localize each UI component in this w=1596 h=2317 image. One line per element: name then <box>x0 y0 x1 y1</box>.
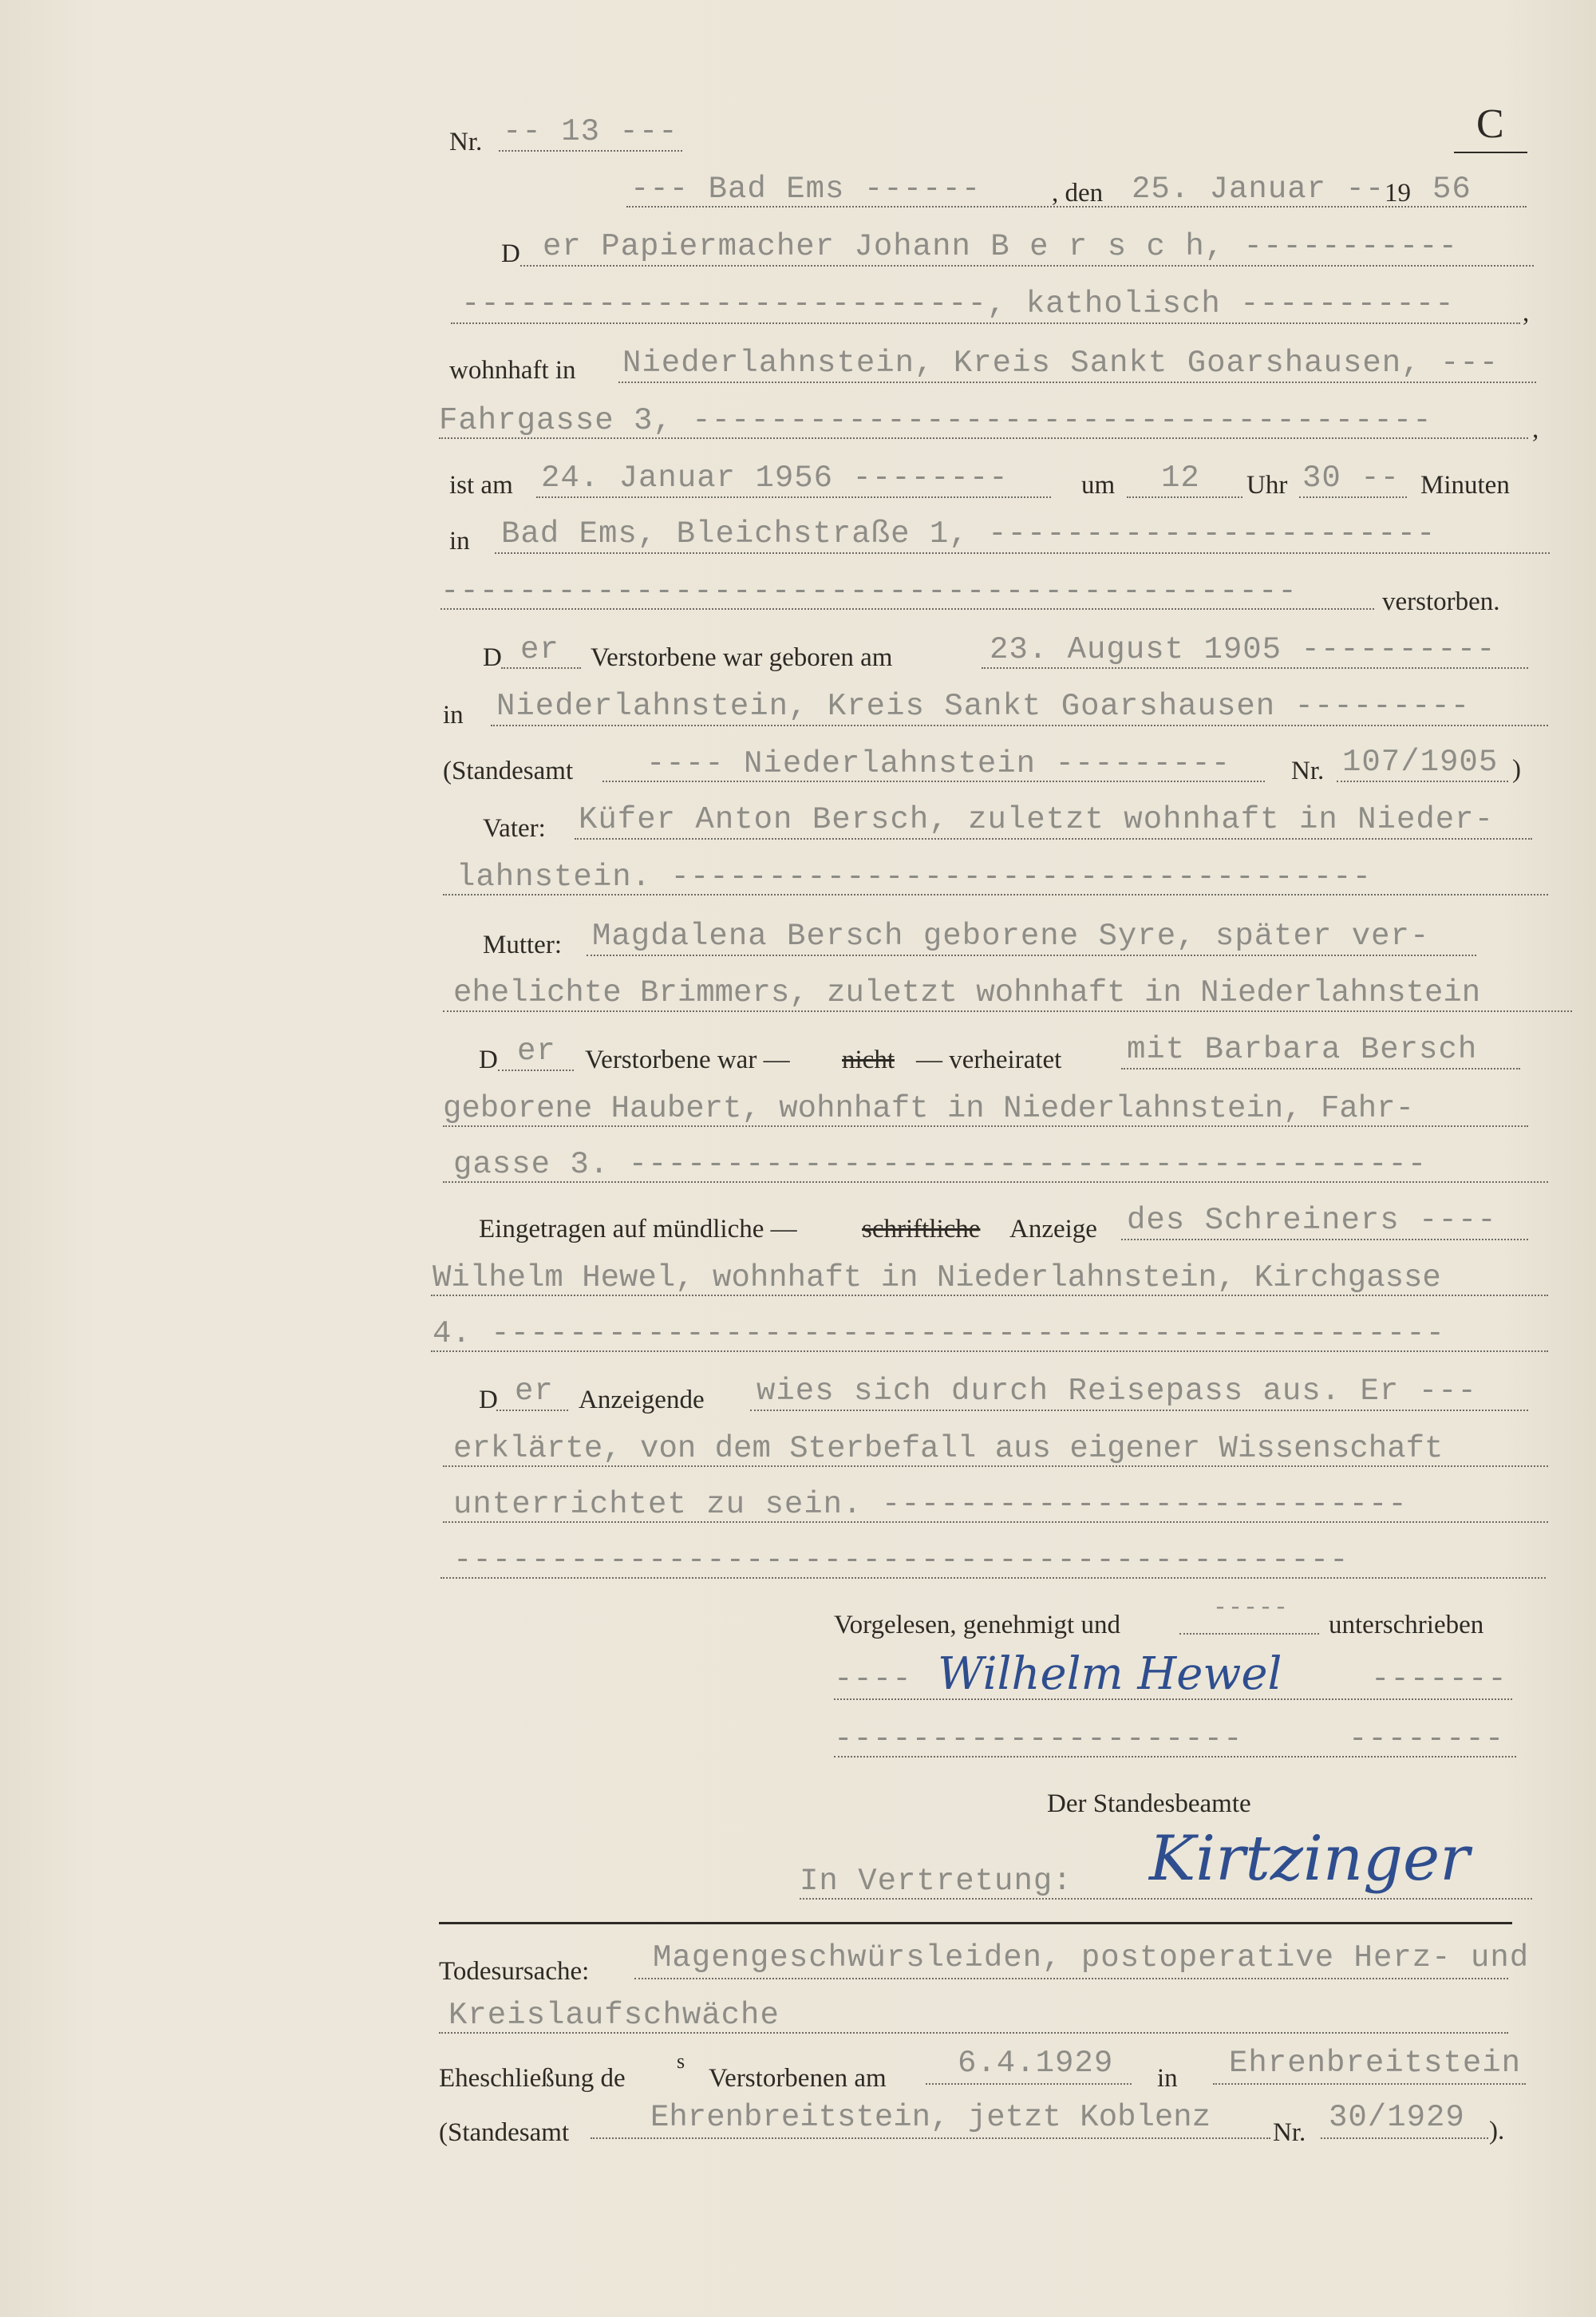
registration-label-a: Eingetragen auf mündliche — <box>479 1215 797 1244</box>
identification-1-dotline <box>750 1410 1528 1411</box>
in-label-1: in <box>449 527 470 556</box>
death-place-dotline <box>495 552 1550 554</box>
identification-text-3: unterrichtet zu sein. --------------------------- <box>453 1487 1408 1522</box>
um-label: um <box>1081 471 1116 500</box>
wohnhaft-2-dotline <box>439 437 1528 439</box>
spouse-2-dotline <box>443 1125 1528 1127</box>
ist-am-label: ist am <box>449 471 513 500</box>
birth-date: 23. August 1905 ---------- <box>990 632 1496 667</box>
wohnhaft-label: wohnhaft in <box>449 356 576 385</box>
informant-value: des Schreiners ---- <box>1127 1203 1497 1238</box>
death-date-dotline <box>536 496 1051 498</box>
mutter-label: Mutter: <box>483 931 562 959</box>
wohnhaft-value: Niederlahnstein, Kreis Sankt Goarshausen, --- <box>622 346 1499 381</box>
ehe-label: Eheschließung de <box>439 2064 626 2093</box>
death-place-2-dotline <box>440 608 1374 610</box>
religion-line-end: , <box>1523 299 1530 327</box>
mutter-dotline <box>587 955 1476 956</box>
ehe-nr: 30/1929 <box>1329 2100 1465 2135</box>
standesamt-dotline-1 <box>602 781 1265 782</box>
mutter-value: Magdalena Bersch geborene Syre, später ver- <box>592 919 1430 954</box>
birth-close: ) <box>1512 755 1521 784</box>
read-fill: ----- <box>1213 1595 1290 1622</box>
birth-gender: er <box>520 632 559 667</box>
sig-line2-right: -------- <box>1349 1722 1505 1757</box>
nr-value: -- 13 --- <box>503 114 678 149</box>
todesursache-value: Magengeschwürsleiden, postoperative Herz- und <box>653 1940 1530 1975</box>
standesamt-label-2: (Standesamt <box>439 2118 570 2147</box>
sig-line2-dash: --------------------- <box>834 1722 1243 1757</box>
header-date: 25. Januar -- <box>1132 172 1385 207</box>
wohnhaft-value-2: Fahrgasse 3, -------------------------------------- <box>439 403 1432 438</box>
identification-text-1: wies sich durch Reisepass aus. Er --- <box>757 1374 1477 1409</box>
standesamt-dotline-2 <box>591 2137 1270 2139</box>
ehe-in-label: in <box>1157 2064 1178 2093</box>
uhr-label: Uhr <box>1246 471 1288 500</box>
todesursache-value-2: Kreislaufschwäche <box>448 1998 780 2033</box>
spouse-3-dotline <box>443 1181 1548 1183</box>
marriage-gender: er <box>517 1034 556 1069</box>
identification-label: Anzeigende <box>579 1386 705 1414</box>
birth-place: Niederlahnstein, Kreis Sankt Goarshausen --------- <box>496 689 1471 724</box>
letter-underline <box>1454 152 1527 153</box>
vertretung-label: In Vertretung: <box>800 1864 1073 1899</box>
death-hour: 12 <box>1161 461 1200 496</box>
minutes-dotline <box>1299 496 1407 498</box>
in-label-2: in <box>443 701 464 729</box>
death-minutes: 30 -- <box>1302 461 1400 496</box>
todesursache-label: Todesursache: <box>439 1957 590 1986</box>
person-dotline <box>520 265 1534 267</box>
religion-line: ---------------------------, katholisch ----------- <box>461 287 1455 322</box>
ehe-close: ). <box>1489 2117 1505 2145</box>
d-prefix-4: D <box>479 1386 498 1414</box>
ehe-nr-dotline <box>1321 2137 1488 2139</box>
read-label-b: unterschrieben <box>1329 1611 1484 1639</box>
informant-signature: Wilhelm Hewel <box>938 1648 1282 1700</box>
footer-separator <box>439 1922 1512 1924</box>
sig-left-dash: ---- <box>834 1662 912 1697</box>
informant-dotline <box>1121 1239 1528 1240</box>
vater-label: Vater: <box>483 814 546 843</box>
signature-dotline-2 <box>834 1756 1516 1758</box>
birth-nr: 107/1905 <box>1342 745 1499 780</box>
minuten-label: Minuten <box>1420 471 1510 500</box>
signature-dotline-1 <box>834 1698 1512 1700</box>
registrar-signature: Kirtzinger <box>1149 1823 1470 1895</box>
ehe-date: 6.4.1929 <box>958 2046 1114 2081</box>
birth-place-dotline <box>491 725 1548 726</box>
verstorben-label: verstorben. <box>1382 587 1500 616</box>
identification-text-4: ---------------------------------------------- <box>453 1543 1349 1578</box>
year-suffix: 56 <box>1432 172 1472 207</box>
form-letter: C <box>1476 101 1504 147</box>
hour-dotline <box>1127 496 1242 498</box>
nr-dotline <box>499 150 682 152</box>
vater-dotline <box>575 838 1532 840</box>
standesamt-label-1: (Standesamt <box>443 757 574 785</box>
spouse-value-3: gasse 3. ----------------------------------------- <box>453 1147 1428 1182</box>
religion-dotline <box>451 322 1520 324</box>
den-label: , den <box>1052 179 1104 208</box>
d-prefix-1: D <box>501 239 520 268</box>
ehe-sup: s <box>677 2050 685 2073</box>
identification-gender: er <box>515 1374 554 1409</box>
registration-label-b: Anzeige <box>1009 1215 1097 1244</box>
birth-gender-dotline <box>501 667 581 669</box>
vater-value: Küfer Anton Bersch, zuletzt wohnhaft in Nieder- <box>579 802 1494 837</box>
birth-nr-dotline <box>1337 781 1508 782</box>
informant-value-2: Wilhelm Hewel, wohnhaft in Niederlahnstein, Kirchgasse <box>433 1260 1441 1295</box>
death-place-2: -------------------------------------------- <box>440 574 1298 609</box>
vertretung-dotline <box>800 1898 1532 1900</box>
wohnhaft-dotline <box>618 382 1536 383</box>
registrar-label: Der Standesbeamte <box>1047 1789 1251 1818</box>
d-prefix-2: D <box>483 643 502 672</box>
person-line: er Papiermacher Johann B e r s c h, ----------- <box>543 229 1458 264</box>
read-fill-dotline <box>1179 1633 1319 1635</box>
spouse-value-2: geborene Haubert, wohnhaft in Niederlahnstein, Fahr- <box>443 1091 1414 1126</box>
nr-label: Nr. <box>449 128 483 156</box>
death-date: 24. Januar 1956 -------- <box>541 461 1009 496</box>
todesursache-dotline <box>634 1978 1508 1979</box>
informant-value-3: 4. ------------------------------------------------- <box>433 1316 1445 1351</box>
mutter-2-dotline <box>443 1010 1572 1012</box>
informant-2-dotline <box>431 1295 1548 1296</box>
header-dotline <box>626 206 1527 208</box>
marriage-label-b: — verheiratet <box>916 1046 1062 1074</box>
registration-label-struck: schriftliche <box>862 1215 981 1244</box>
header-place: --- Bad Ems ------ <box>630 172 982 207</box>
birth-standesamt: ---- Niederlahnstein --------- <box>646 746 1231 781</box>
ehe-date-dotline <box>926 2083 1132 2085</box>
marriage-gender-dotline <box>498 1070 574 1071</box>
spouse-value: mit Barbara Bersch <box>1127 1032 1478 1067</box>
todesursache-2-dotline <box>439 2032 1508 2034</box>
read-label-a: Vorgelesen, genehmigt und <box>834 1611 1120 1639</box>
identification-text-2: erklärte, von dem Sterbefall aus eigener Wissenschaft <box>453 1431 1444 1466</box>
birth-label: Verstorbene war geboren am <box>591 643 893 672</box>
marriage-label-a: Verstorbene war — <box>585 1046 790 1074</box>
identification-3-dotline <box>443 1521 1548 1523</box>
sig-right-dash: ------- <box>1371 1662 1507 1697</box>
marriage-label-struck: nicht <box>842 1046 895 1074</box>
identification-4-dotline <box>440 1577 1546 1579</box>
mutter-value-2: ehelichte Brimmers, zuletzt wohnhaft in Niederlahnstein <box>453 975 1481 1010</box>
d-prefix-3: D <box>479 1046 498 1074</box>
ehe-label-b: Verstorbenen am <box>709 2064 887 2093</box>
identification-2-dotline <box>443 1465 1548 1467</box>
vater-2-dotline <box>443 894 1548 896</box>
year-prefix: 19 <box>1385 179 1411 208</box>
informant-3-dotline <box>431 1350 1548 1352</box>
ehe-standesamt: Ehrenbreitstein, jetzt Koblenz <box>650 2100 1211 2135</box>
identification-gender-dotline <box>496 1410 568 1411</box>
death-place: Bad Ems, Bleichstraße 1, ----------------------- <box>501 516 1436 552</box>
ehe-place: Ehrenbreitstein <box>1229 2046 1522 2081</box>
spouse-dotline <box>1121 1068 1520 1070</box>
birth-nr-label: Nr. <box>1291 757 1325 785</box>
ehe-place-dotline <box>1213 2083 1526 2085</box>
birth-date-dotline <box>982 667 1528 669</box>
wohnhaft-2-end: , <box>1532 415 1539 444</box>
vater-value-2: lahnstein. ------------------------------------ <box>456 860 1372 895</box>
ehe-nr-label: Nr. <box>1273 2118 1306 2147</box>
